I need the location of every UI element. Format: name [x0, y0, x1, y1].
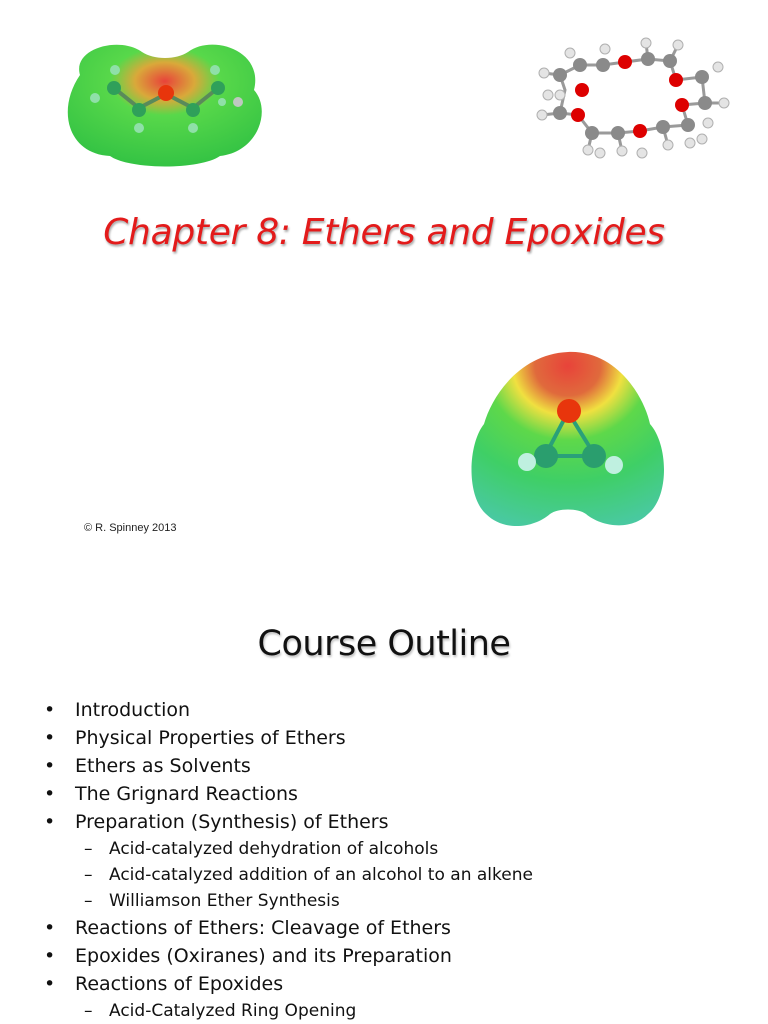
crown-ether-ball-and-stick-image — [530, 35, 735, 165]
outline-subitem-text: Acid-catalyzed addition of an alcohol to an alkene — [109, 865, 533, 885]
outline-item — [40, 808, 740, 836]
outline-item — [40, 780, 740, 808]
epoxide-electrostatic-surface-image — [418, 346, 718, 546]
outline-item-text: Physical Properties of Ethers — [75, 727, 346, 749]
ether-electrostatic-surface-image — [50, 30, 280, 175]
bullet-icon: • — [44, 917, 56, 939]
outline-item-text: The Grignard Reactions — [75, 783, 298, 805]
outline-subitem — [40, 836, 740, 862]
outline-slide — [0, 576, 768, 1024]
outline-subitem — [40, 888, 740, 914]
outline-subitem-text: Acid-Catalyzed Ring Opening — [109, 1001, 357, 1021]
outline-subitem — [40, 862, 740, 888]
outline-subitem-text: Williamson Ether Synthesis — [109, 891, 340, 911]
outline-item — [40, 724, 740, 752]
copyright-notice: © R. Spinney 2013 — [84, 522, 177, 534]
bullet-icon: • — [44, 945, 56, 967]
outline-item — [40, 942, 740, 970]
outline-item-text: Reactions of Epoxides — [75, 973, 284, 995]
outline-item-text: Reactions of Ethers: Cleavage of Ethers — [75, 917, 451, 939]
dash-icon: – — [84, 1001, 93, 1021]
outline-item-text: Introduction — [75, 699, 191, 721]
bullet-icon: • — [44, 783, 56, 805]
dash-icon: – — [84, 839, 93, 859]
chapter-title: Chapter 8: Ethers and Epoxides — [103, 212, 665, 253]
outline-item — [40, 914, 740, 942]
dash-icon: – — [84, 865, 93, 885]
outline-item — [40, 970, 740, 998]
outline-subitem-text: Acid-catalyzed dehydration of alcohols — [109, 839, 439, 859]
bullet-icon: • — [44, 699, 56, 721]
outline-list — [40, 696, 740, 1024]
dash-icon: – — [84, 891, 93, 911]
outline-title: Course Outline — [257, 624, 511, 664]
outline-item-text: Ethers as Solvents — [75, 755, 251, 777]
outline-item — [40, 696, 740, 724]
bullet-icon: • — [44, 755, 56, 777]
outline-subitem — [40, 998, 740, 1024]
outline-item — [40, 752, 740, 780]
outline-item-text: Epoxides (Oxiranes) and its Preparation — [75, 945, 452, 967]
bullet-icon: • — [44, 973, 56, 995]
bullet-icon: • — [44, 727, 56, 749]
bullet-icon: • — [44, 811, 56, 833]
outline-item-text: Preparation (Synthesis) of Ethers — [75, 811, 389, 833]
